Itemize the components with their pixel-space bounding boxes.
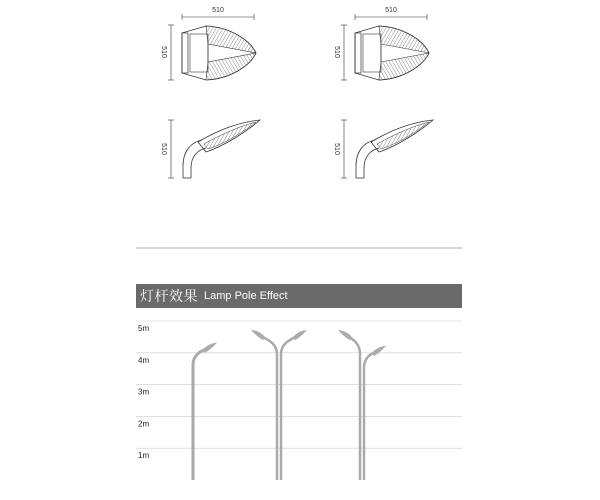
lamp-top-view-left [160,7,256,80]
top-left-width-dim: 510 [212,7,224,14]
pole-1 [193,343,217,480]
pole-shaft-left [261,336,277,480]
section-title-zh: 灯杆效果 [140,289,198,305]
side-left-height-dim: 510 [160,143,167,155]
lamp-head-left [338,330,352,340]
pole-effect-chart [136,321,462,480]
top-right-height-dim: 510 [333,46,340,58]
height-tick-label: 2m [138,419,150,429]
lamp-head-left [251,330,265,340]
section-title-en: Lamp Pole Effect [204,290,288,302]
pole-shaft-right [364,352,376,480]
lamp-side-view-right [333,120,433,178]
height-axis-labels [138,324,149,460]
lamp-top-view-right [333,7,429,80]
lamp-head-right [293,330,307,340]
lamp-head [203,343,217,353]
height-gridlines [136,321,462,448]
top-left-height-dim: 510 [160,46,167,58]
side-right-height-dim: 510 [333,143,340,155]
pole-shaft-left [348,336,360,480]
section-header [136,284,462,308]
pole-shaft [193,349,207,480]
pole-shaft-right [281,336,297,480]
height-tick-label: 1m [138,451,150,461]
height-tick-label: 4m [138,355,150,365]
lamp-head-right [372,346,386,356]
height-tick-label: 3m [138,387,150,397]
height-tick-label: 5m [138,324,150,333]
top-right-width-dim: 510 [385,7,397,14]
lamp-side-view-left [160,120,260,178]
